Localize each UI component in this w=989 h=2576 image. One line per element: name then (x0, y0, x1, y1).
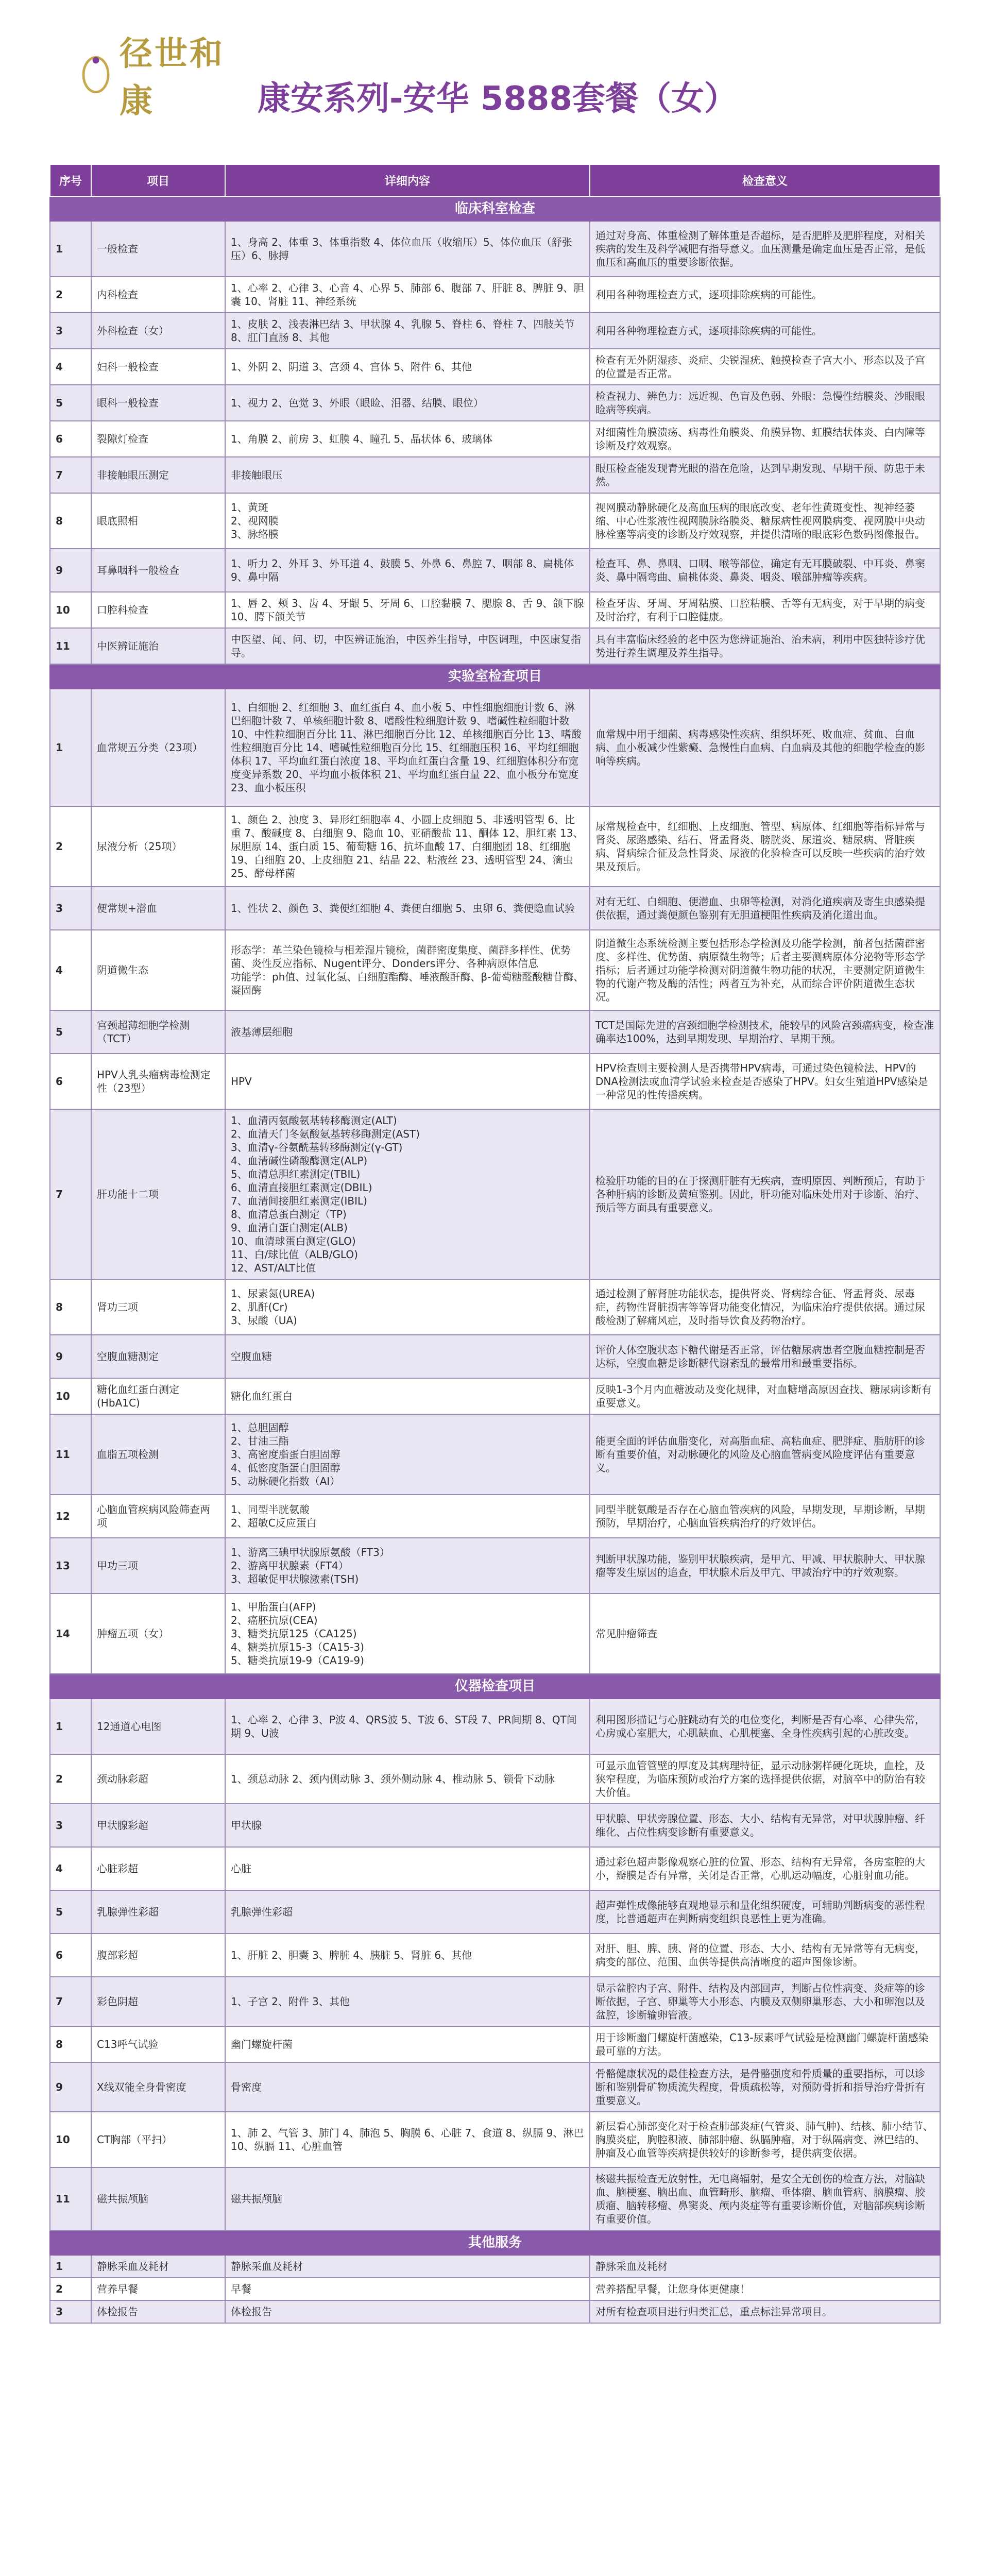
section-title: 临床科室检查 (50, 196, 940, 221)
row-number: 7 (50, 1109, 91, 1279)
item-detail: 骨密度 (225, 2062, 590, 2112)
row-number: 3 (50, 2300, 91, 2323)
item-name: 血常规五分类（23项） (91, 689, 225, 806)
table-row (50, 1279, 940, 1335)
item-detail: 早餐 (225, 2278, 590, 2300)
item-meaning: 对细菌性角膜溃疡、病毒性角膜炎、角膜异物、虹膜结状体炎、白内障等诊断及疗效观察。 (590, 421, 940, 457)
item-name: 非接触眼压测定 (91, 457, 225, 493)
item-meaning: 可显示血管管壁的厚度及其病理特征，显示动脉粥样硬化斑块，血栓，及狭窄程度，为临床预防或治疗方案的选择提供依据，对脑卒中的防治有较大价值。 (590, 1754, 940, 1804)
row-number: 8 (50, 1279, 91, 1335)
item-detail: 1、总胆固醇 2、甘油三酯 3、高密度脂蛋白胆固醇 4、低密度脂蛋白胆固醇 5、动脉硬化指数（AI） (225, 1414, 590, 1495)
item-name: 12通道心电图 (91, 1699, 225, 1754)
item-name: 颈动脉彩超 (91, 1754, 225, 1804)
item-name: 口腔科检查 (91, 592, 225, 628)
table-row (50, 549, 940, 592)
item-detail: 中医望、闻、问、切，中医辨证施治，中医养生指导，中医调理，中医康复指导。 (225, 628, 590, 664)
item-name: 阴道微生态 (91, 930, 225, 1010)
item-detail: 1、子宫 2、附件 3、其他 (225, 1977, 590, 2026)
item-detail: 1、血清丙氨酸氨基转移酶测定(ALT) 2、血清天门冬氨酸氨基转移酶测定(AST) 3、血清γ-谷氨酰基转移酶测定(γ-GT) 4、血清碱性磷酸酶测定(ALP) 5、血清总胆红素测定(TBIL) 6、血清直接胆红素测定(DBIL) 7、血清间接胆红素测定(IBIL) 8、血清总蛋白测定（TP) 9、血清白蛋白测定(ALB) 10、血清球蛋白测定(GLO) 11、白/球比值（ALB/GLO) 12、AST/ALT比值 (225, 1109, 590, 1279)
item-detail: 糖化血红蛋白 (225, 1378, 590, 1414)
item-name: 空腹血糖测定 (91, 1335, 225, 1378)
table-row (50, 1495, 940, 1538)
item-meaning: 骨骼健康状况的最佳检查方法，是骨骼强度和骨质量的重要指标，可以诊断和鉴别骨矿物质流失程度，骨质疏松等，对预防骨折和指导治疗骨折有重要意义。 (590, 2062, 940, 2112)
logo-emblem-icon (77, 46, 114, 103)
item-meaning: 甲状腺、甲状旁腺位置、形态、大小、结构有无异常，对甲状腺肿瘤、纤维化、占位性病变诊断有重要意义。 (590, 1804, 940, 1847)
item-meaning: 通过检测了解肾脏功能状态，提供肾炎、肾病综合征、肾盂肾炎、尿毒症，药物性肾脏损害等等肾功能变化情况，为临床治疗提供依据。通过尿酸检测了解痛风症，及时指导饮食及药物治疗。 (590, 1279, 940, 1335)
table-row (50, 1054, 940, 1109)
item-name: HPV人乳头瘤病毒检测定性（23型） (91, 1054, 225, 1109)
row-number: 1 (50, 1699, 91, 1754)
row-number: 6 (50, 1054, 91, 1109)
item-detail: 1、视力 2、色觉 3、外眼（眼睑、泪器、结膜、眼位） (225, 385, 590, 421)
item-meaning: 用于诊断幽门螺旋杆菌感染，C13-尿素呼气试验是检测幽门螺旋杆菌感染最可靠的方法。 (590, 2026, 940, 2062)
item-meaning: 评价人体空腹状态下糖代谢是否正常，评估糖尿病患者空腹血糖控制是否达标，空腹血糖是诊断糖代谢紊乱的最常用和最重要指标。 (590, 1335, 940, 1378)
item-detail: 1、颈总动脉 2、颈内侧动脉 3、颈外侧动脉 4、椎动脉 5、锁骨下动脉 (225, 1754, 590, 1804)
item-name: 磁共振颅脑 (91, 2167, 225, 2230)
logo-text: 径世和康 (120, 35, 225, 121)
table-row (50, 2255, 940, 2278)
item-detail: 乳腺弹性彩超 (225, 1890, 590, 1934)
row-number: 1 (50, 2255, 91, 2278)
item-name: 内科检查 (91, 277, 225, 313)
item-detail: 1、心率 2、心律 3、心音 4、心界 5、肺部 6、腹部 7、肝脏 8、脾脏 9、胆囊 10、肾脏 11、神经系统 (225, 277, 590, 313)
item-meaning: 利用各种物理检查方式，逐项排除疾病的可能性。 (590, 313, 940, 349)
table-row (50, 1378, 940, 1414)
table-row (50, 1594, 940, 1674)
item-detail: 1、性状 2、颜色 3、粪便红细胞 4、粪便白细胞 5、虫卵 6、粪便隐血试验 (225, 887, 590, 930)
item-meaning: 反映1-3个月内血糖波动及变化规律，对血糖增高原因查找、糖尿病诊断有重要意义。 (590, 1378, 940, 1414)
table-row (50, 1934, 940, 1977)
item-meaning: 能更全面的评估血脂变化，对高脂血症、高粘血症、肥胖症、脂肪肝的诊断有重要价值，对动脉硬化的风险及心脑血管病变风险度评估有重要意义。 (590, 1414, 940, 1495)
item-detail: HPV (225, 1054, 590, 1109)
table-row (50, 1890, 940, 1934)
item-meaning: 静脉采血及耗材 (590, 2255, 940, 2278)
row-number: 11 (50, 1414, 91, 1495)
item-detail: 形态学：革兰染色镜检与相差湿片镜检，菌群密度集度、菌群多样性、优势菌、炎性反应指标、Nugent评分、Donders评分、各种病原体信息 功能学：ph值、过氧化氢、白细胞酯酶、唾液酸酐酶、β-葡萄糖醛酸糖苷酶、凝固酶 (225, 930, 590, 1010)
table-row (50, 221, 940, 277)
column-header-meaning: 检查意义 (590, 164, 940, 196)
item-detail: 1、角膜 2、前房 3、虹膜 4、瞳孔 5、晶状体 6、玻璃体 (225, 421, 590, 457)
item-name: 中医辨证施治 (91, 628, 225, 664)
item-meaning: 同型半胱氨酸是否存在心脑血管疾病的风险，早期发现，早期诊断，早期预防，早期治疗，心脑血管疾病治疗的疗效评估。 (590, 1495, 940, 1538)
item-detail: 静脉采血及耗材 (225, 2255, 590, 2278)
row-number: 5 (50, 385, 91, 421)
item-detail: 1、唇 2、颊 3、齿 4、牙龈 5、牙周 6、口腔黏膜 7、腮腺 8、舌 9、颌下腺 10、腭下颌关节 (225, 592, 590, 628)
item-name: 乳腺弹性彩超 (91, 1890, 225, 1934)
item-meaning: 检查视力、辨色力：远近视、色盲及色弱、外眼：急慢性结膜炎、沙眼眼睑病等疾病。 (590, 385, 940, 421)
item-detail: 1、外阴 2、阴道 3、宫颈 4、宫体 5、附件 6、其他 (225, 349, 590, 385)
item-meaning: 检查有无外阴湿疹、炎症、尖锐湿疣、触摸检查子宫大小、形态以及子宫的位置是否正常。 (590, 349, 940, 385)
item-detail: 磁共振颅脑 (225, 2167, 590, 2230)
column-header-no: 序号 (50, 164, 91, 196)
item-meaning: 判断甲状腺功能，鉴别甲状腺疾病，是甲亢、甲减、甲状腺肿大、甲状腺瘤等发生原因的追查，甲状腺术后及甲亢、甲减治疗中的疗效观察。 (590, 1538, 940, 1594)
item-meaning: 超声弹性成像能够直观地显示和量化组织硬度，可辅助判断病变的恶性程度，比普通超声在判断病变组织良恶性上更为准确。 (590, 1890, 940, 1934)
table-row (50, 2112, 940, 2167)
item-name: 腹部彩超 (91, 1934, 225, 1977)
row-number: 4 (50, 349, 91, 385)
item-meaning: 利用各种物理检查方式，逐项排除疾病的可能性。 (590, 277, 940, 313)
table-row (50, 421, 940, 457)
item-detail: 1、同型半胱氨酸 2、超敏C反应蛋白 (225, 1495, 590, 1538)
item-detail: 非接触眼压 (225, 457, 590, 493)
item-meaning: 对有无红、白细胞、便潜血、虫卵等检测，对消化道疾病及寄生虫感染提供依据，通过粪便颜色鉴别有无胆道梗阻性疾病及消化道出血。 (590, 887, 940, 930)
table-row (50, 1804, 940, 1847)
row-number: 10 (50, 1378, 91, 1414)
table-row (50, 2300, 940, 2323)
item-name: CT胸部（平扫） (91, 2112, 225, 2167)
table-row (50, 457, 940, 493)
row-number: 2 (50, 1754, 91, 1804)
row-number: 6 (50, 421, 91, 457)
table-row (50, 2062, 940, 2112)
item-detail: 1、尿素氮(UREA) 2、肌酐(Cr) 3、尿酸（UA) (225, 1279, 590, 1335)
row-number: 11 (50, 2167, 91, 2230)
header (0, 0, 989, 155)
item-detail: 1、心率 2、心律 3、P波 4、QRS波 5、T波 6、ST段 7、PR间期 8、QT间期 9、U波 (225, 1699, 590, 1754)
item-meaning: 通过对身高、体重检测了解体重是否超标，是否肥胖及肥胖程度，对相关疾病的发生及科学减肥有指导意义。血压测量是确定血压是否正常，是低血压和高血压的重要诊断依据。 (590, 221, 940, 277)
brand-logo (77, 35, 232, 121)
section-header-row (50, 2230, 940, 2255)
item-detail: 1、颜色 2、浊度 3、异形红细胞率 4、小圆上皮细胞 5、非透明管型 6、比重 7、酸碱度 8、白细胞 9、隐血 10、亚硝酸盐 11、酮体 12、胆红素 13、尿胆原 14、蛋白质 15、葡萄糖 16、抗坏血酸 17、白细胞团 18、红细胞 19、白细胞 20、上皮细胞 21、结晶 22、粘液丝 23、透明管型 24、滴虫 25、酵母样菌 (225, 806, 590, 887)
row-number: 3 (50, 887, 91, 930)
item-name: 营养早餐 (91, 2278, 225, 2300)
item-detail: 液基薄层细胞 (225, 1010, 590, 1054)
item-meaning: 眼压检查能发现青光眼的潜在危险，达到早期发现、早期干预、防患于未然。 (590, 457, 940, 493)
item-name: 眼科一般检查 (91, 385, 225, 421)
row-number: 9 (50, 1335, 91, 1378)
item-name: 肝功能十二项 (91, 1109, 225, 1279)
item-meaning: 通过彩色超声影像观察心脏的位置、形态、结构有无异常，各房室腔的大小，瓣膜是否有异常，关闭是否正常，心肌运动幅度，心脏射血功能。 (590, 1847, 940, 1890)
item-meaning: 检验肝功能的目的在于探测肝脏有无疾病，查明原因、判断预后，有助于各种肝病的诊断及黄疸鉴别。因此，肝功能对临床处用对于诊断、治疗、预后等方面具有重要意义。 (590, 1109, 940, 1279)
row-number: 8 (50, 2026, 91, 2062)
table-row (50, 277, 940, 313)
row-number: 6 (50, 1934, 91, 1977)
item-meaning: 核磁共振检查无放射性，无电离辐射，是安全无创伤的检查方法，对脑缺血、脑梗塞、脑出血、血管畸形、脑瘤、垂体瘤、脑血管病、脑膜瘤、胶质瘤、脑转移瘤、鼻窦炎、颅内炎症等有重要诊断价值，对脑部疾病诊断有重要价值。 (590, 2167, 940, 2230)
item-name: 眼底照相 (91, 493, 225, 549)
row-number: 2 (50, 2278, 91, 2300)
table-row (50, 628, 940, 664)
section-header-row (50, 1674, 940, 1699)
item-name: 肾功三项 (91, 1279, 225, 1335)
row-number: 3 (50, 1804, 91, 1847)
item-name: 裂隙灯检查 (91, 421, 225, 457)
row-number: 5 (50, 1890, 91, 1934)
row-number: 4 (50, 930, 91, 1010)
table-row (50, 1414, 940, 1495)
table-row (50, 1977, 940, 2026)
item-name: 一般检查 (91, 221, 225, 277)
item-detail: 体检报告 (225, 2300, 590, 2323)
item-name: 静脉采血及耗材 (91, 2255, 225, 2278)
item-meaning: 对肝、胆、脾、胰、肾的位置、形态、大小、结构有无异常等有无病变，病变的部位、范围、血供等提供高清晰度的超声图像诊断。 (590, 1934, 940, 1977)
column-header-detail: 详细内容 (225, 164, 590, 196)
table-row (50, 1847, 940, 1890)
item-detail: 1、听力 2、外耳 3、外耳道 4、鼓膜 5、外鼻 6、鼻腔 7、咽部 8、扁桃体 9、鼻中隔 (225, 549, 590, 592)
column-header-item: 项目 (91, 164, 225, 196)
item-meaning: 新层看心肺部变化对于检查肺部炎症(气管炎、肺气肿)、结核、肺小结节、胸膜炎症，胸腔积液、肺部肿瘤、纵膈肿瘤，对于纵隔病变、淋巴结的、肿瘤及心血管等疾病提供较好的诊断参考，提供病变依据。 (590, 2112, 940, 2167)
item-meaning: 检查牙齿、牙周、牙周粘膜、口腔粘膜、舌等有无病变，对于早期的病变及时治疗，有利于口腔健康。 (590, 592, 940, 628)
item-meaning: 对所有检查项目进行归类汇总，重点标注异常项目。 (590, 2300, 940, 2323)
table-row (50, 493, 940, 549)
table-row (50, 1010, 940, 1054)
item-detail: 1、黄斑 2、视网膜 3、脉络膜 (225, 493, 590, 549)
row-number: 12 (50, 1495, 91, 1538)
section-title: 实验室检查项目 (50, 664, 940, 689)
row-number: 3 (50, 313, 91, 349)
item-meaning: 阴道微生态系统检测主要包括形态学检测及功能学检测，前者包括菌群密度、多样性、优势菌、病原微生物等；后者主要测病原体分泌物等形态学指标；后者通过功能学检测对阴道微生物功能的状况，主要测定阴道微生物的代谢产物及酶的活性；两者互为补充，从而综合评价阴道微生态状况。 (590, 930, 940, 1010)
item-name: 甲功三项 (91, 1538, 225, 1594)
table-row (50, 1109, 940, 1279)
item-detail: 1、游离三碘甲状腺原氨酸（FT3） 2、游离甲状腺素（FT4） 3、超敏促甲状腺激素(TSH) (225, 1538, 590, 1594)
item-meaning: 显示盆腔内子宫、附件、结构及内部回声，判断占位性病变、炎症等的诊断依据，子宫、卵巢等大小形态、内膜及双侧卵巢形态、大小和卵泡以及盆腔，诊断输卵管液。 (590, 1977, 940, 2026)
table-header-row (50, 164, 940, 196)
table-row (50, 689, 940, 806)
row-number: 4 (50, 1847, 91, 1890)
item-name: 彩色阴超 (91, 1977, 225, 2026)
table-row (50, 2026, 940, 2062)
item-name: 尿液分析（25项） (91, 806, 225, 887)
item-detail: 1、肝脏 2、胆囊 3、脾脏 4、胰脏 5、肾脏 6、其他 (225, 1934, 590, 1977)
item-detail: 1、身高 2、体重 3、体重指数 4、体位血压（收缩压）5、体位血压（舒张压）6、脉搏 (225, 221, 590, 277)
table-row (50, 592, 940, 628)
item-name: 耳鼻咽科一般检查 (91, 549, 225, 592)
section-title: 其他服务 (50, 2230, 940, 2255)
section-header-row (50, 664, 940, 689)
table-row (50, 2167, 940, 2230)
row-number: 9 (50, 549, 91, 592)
table-row (50, 2278, 940, 2300)
item-meaning: 尿常规检查中，红细胞、上皮细胞、管型、病原体、红细胞等指标异常与肾炎、尿路感染、结石、肾盂肾炎、膀胱炎、尿道炎、糖尿病、肾脏疾病、肾病综合征及急性肾炎、尿液的化验检查可以反映一些疾病的治疗效果及预后。 (590, 806, 940, 887)
item-detail: 1、皮肤 2、浅表淋巴结 3、甲状腺 4、乳腺 5、脊柱 6、脊柱 7、四肢关节 8、肛门直肠 8、其他 (225, 313, 590, 349)
page-title: 康安系列-安华 5888套餐（女） (258, 80, 737, 118)
row-number: 13 (50, 1538, 91, 1594)
row-number: 8 (50, 493, 91, 549)
table-row (50, 806, 940, 887)
item-name: 糖化血红蛋白测定(HbA1C) (91, 1378, 225, 1414)
row-number: 10 (50, 2112, 91, 2167)
item-detail: 幽门螺旋杆菌 (225, 2026, 590, 2062)
item-name: C13呼气试验 (91, 2026, 225, 2062)
row-number: 7 (50, 457, 91, 493)
table-row (50, 385, 940, 421)
table-row (50, 349, 940, 385)
item-name: 外科检查（女） (91, 313, 225, 349)
row-number: 10 (50, 592, 91, 628)
item-meaning: HPV检查则主要检测人是否携带HPV病毒，可通过染色镜检法、HPV的DNA检测法或血清学试验来检查是否感染了HPV。妇女生殖道HPV感染是一种常见的性传播疾病。 (590, 1054, 940, 1109)
row-number: 11 (50, 628, 91, 664)
item-detail: 空腹血糖 (225, 1335, 590, 1378)
item-meaning: 检查耳、鼻、鼻咽、口咽、喉等部位，确定有无耳膜破裂、中耳炎、鼻窦炎、鼻中隔弯曲、扁桃体炎、鼻炎、咽炎、喉部肿瘤等疾病。 (590, 549, 940, 592)
table-row (50, 1754, 940, 1804)
item-meaning: 常见肿瘤筛查 (590, 1594, 940, 1674)
package-table (49, 164, 941, 2324)
item-detail: 1、白细胞 2、红细胞 3、血红蛋白 4、血小板 5、中性细胞细胞计数 6、淋巴细胞计数 7、单核细胞计数 8、嗜酸性粒细胞计数 9、嗜碱性粒细胞计数 10、中性粒细胞百分比 11、淋巴细胞百分比 12、单核细胞百分比 13、嗜酸性粒细胞百分比 14、嗜碱性粒细胞百分比 15、红细胞压积 16、平均红细胞体积 17、平均血红蛋白浓度 18、平均血红蛋白含量 19、红细胞体积分布宽度变异系数 20、平均血小板体积 21、平均血红蛋白量 22、血小板分布宽度 23、血小板压积 (225, 689, 590, 806)
item-detail: 1、甲胎蛋白(AFP) 2、癌胚抗原(CEA) 3、糖类抗原125（CA125) 4、糖类抗原15-3（CA15-3) 5、糖类抗原19-9（CA19-9) (225, 1594, 590, 1674)
row-number: 9 (50, 2062, 91, 2112)
item-name: X线双能全身骨密度 (91, 2062, 225, 2112)
row-number: 7 (50, 1977, 91, 2026)
row-number: 1 (50, 689, 91, 806)
table-row (50, 1538, 940, 1594)
item-meaning: 视网膜动静脉硬化及高血压病的眼底改变、老年性黄斑变性、视神经萎缩、中心性浆液性视网膜脉络膜炎、糖尿病性视网膜病变、视网膜中央动脉栓塞等病变的诊断及疗效观察，并提供清晰的眼底彩色数码图像报告。 (590, 493, 940, 549)
item-name: 妇科一般检查 (91, 349, 225, 385)
item-meaning: 利用图形描记与心脏跳动有关的电位变化，判断是否有心率、心律失常，心房或心室肥大，心肌缺血、心肌梗塞、全身性疾病引起的心脏改变。 (590, 1699, 940, 1754)
item-name: 心脏彩超 (91, 1847, 225, 1890)
section-header-row (50, 196, 940, 221)
table-row (50, 1335, 940, 1378)
item-detail: 甲状腺 (225, 1804, 590, 1847)
item-name: 宫颈超薄细胞学检测（TCT） (91, 1010, 225, 1054)
item-meaning: 具有丰富临床经验的老中医为您辨证施治、治未病，利用中医独特诊疗优势进行养生调理及养生指导。 (590, 628, 940, 664)
row-number: 2 (50, 277, 91, 313)
table-row (50, 887, 940, 930)
item-name: 心脑血管疾病风险筛查两项 (91, 1495, 225, 1538)
item-name: 便常规+潜血 (91, 887, 225, 930)
section-title: 仪器检查项目 (50, 1674, 940, 1699)
item-name: 血脂五项检测 (91, 1414, 225, 1495)
row-number: 5 (50, 1010, 91, 1054)
table-row (50, 930, 940, 1010)
table-row (50, 313, 940, 349)
item-detail: 心脏 (225, 1847, 590, 1890)
item-name: 肿瘤五项（女） (91, 1594, 225, 1674)
row-number: 2 (50, 806, 91, 887)
item-meaning: 营养搭配早餐，让您身体更健康！ (590, 2278, 940, 2300)
row-number: 14 (50, 1594, 91, 1674)
item-name: 体检报告 (91, 2300, 225, 2323)
table-row (50, 1699, 940, 1754)
item-detail: 1、肺 2、气管 3、肺门 4、肺泡 5、胸膜 6、心脏 7、食道 8、纵膈 9、淋巴 10、纵膈 11、心脏血管 (225, 2112, 590, 2167)
item-name: 甲状腺彩超 (91, 1804, 225, 1847)
row-number: 1 (50, 221, 91, 277)
item-meaning: TCT是国际先进的宫颈细胞学检测技术，能较早的风险宫颈癌病变，检查准确率达100%，达到早期发现、早期治疗、早期干预。 (590, 1010, 940, 1054)
item-meaning: 血常规中用于细菌、病毒感染性疾病、组织坏死、败血症、贫血、白血病、血小板减少性紫癜、急慢性白血病、白血病及其他的细胞学检查的影响等疾病。 (590, 689, 940, 806)
